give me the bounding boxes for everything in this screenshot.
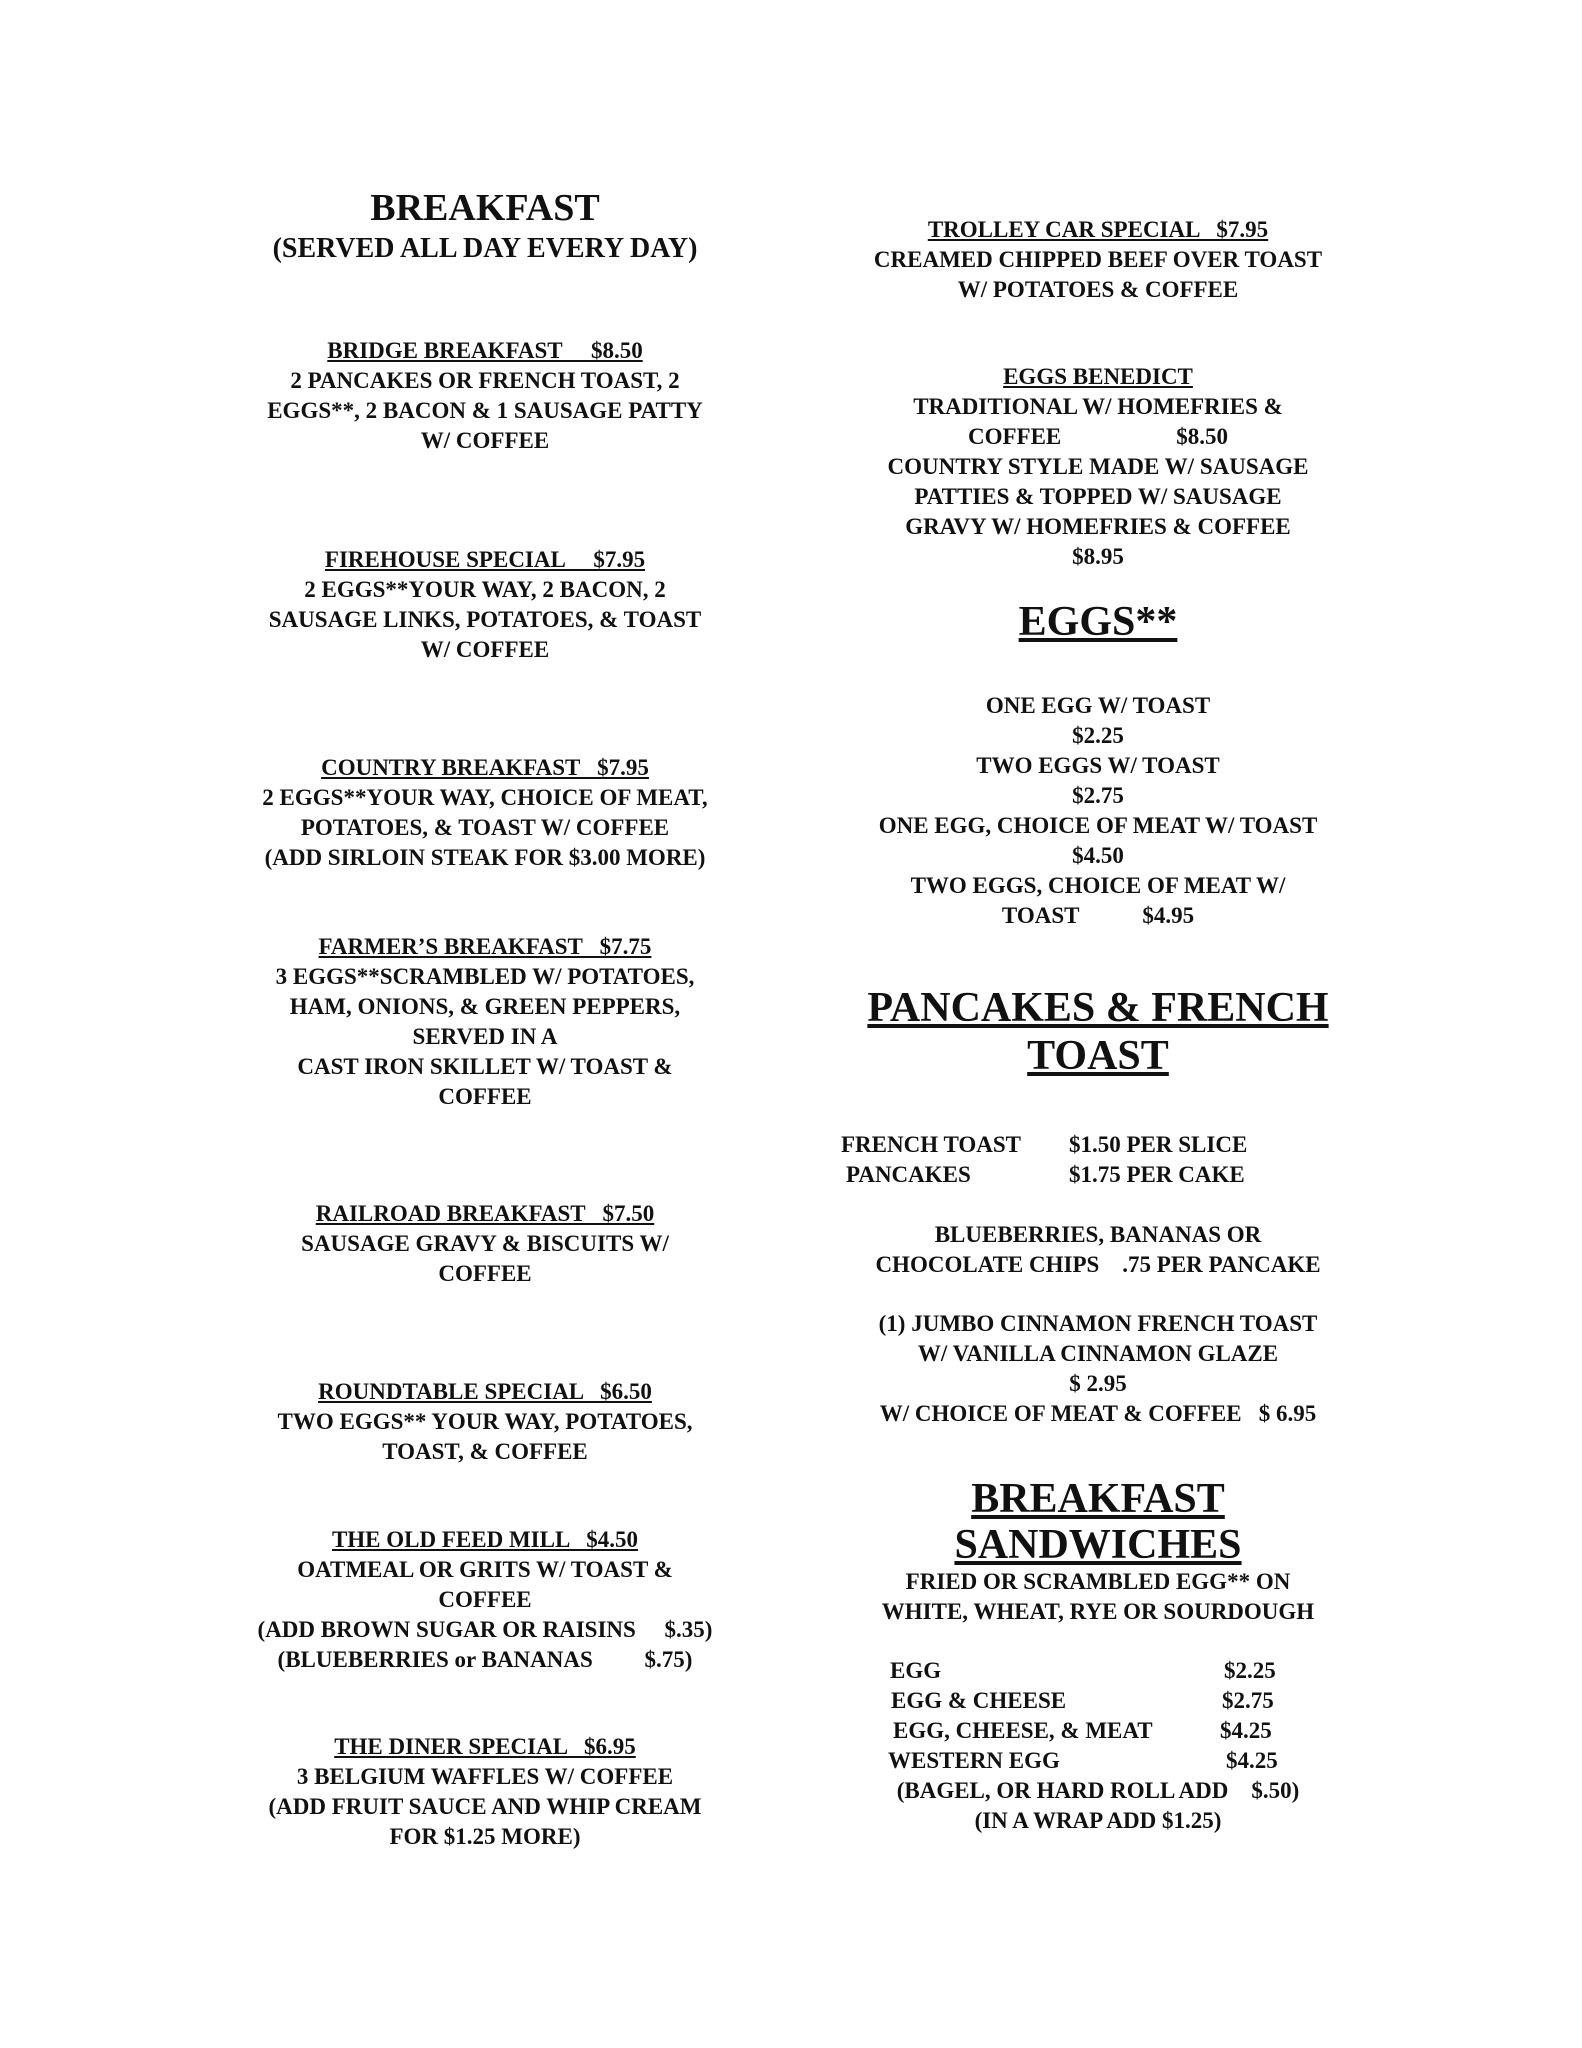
item-heading: EGGS BENEDICT bbox=[1003, 364, 1193, 389]
item-line: $ 2.95 bbox=[1069, 1371, 1127, 1396]
item-line: (ADD BROWN SUGAR OR RAISINS $.35) bbox=[257, 1617, 713, 1642]
price-item: WESTERN EGG bbox=[888, 1748, 1060, 1773]
item-line: 3 EGGS**SCRAMBLED W/ POTATOES, bbox=[275, 964, 695, 989]
price-row bbox=[818, 1130, 1378, 1160]
price-value: $2.25 bbox=[1224, 1658, 1276, 1683]
item-line: WHITE, WHEAT, RYE OR SOURDOUGH bbox=[881, 1599, 1315, 1624]
item-line: 2 EGGS**YOUR WAY, CHOICE OF MEAT, bbox=[262, 785, 708, 810]
item-line: ONE EGG W/ TOAST bbox=[985, 693, 1211, 718]
item-heading: ROUNDTABLE SPECIAL $6.50 bbox=[318, 1379, 652, 1404]
breakfast-header bbox=[205, 185, 765, 267]
item-line: COFFEE $8.50 bbox=[967, 424, 1229, 449]
pancakes-addons bbox=[818, 1220, 1378, 1280]
pancakes-title-line2: TOAST bbox=[1027, 1033, 1169, 1079]
item-line: POTATOES, & TOAST W/ COFFEE bbox=[300, 815, 670, 840]
item-line: EGGS**, 2 BACON & 1 SAUSAGE PATTY bbox=[267, 398, 703, 423]
item-line: OATMEAL OR GRITS W/ TOAST & bbox=[297, 1557, 673, 1582]
item-line: COUNTRY STYLE MADE W/ SAUSAGE bbox=[887, 454, 1309, 479]
price-item: FRENCH TOAST bbox=[841, 1132, 1022, 1157]
item-heading: COUNTRY BREAKFAST $7.95 bbox=[321, 755, 649, 780]
item-line: FRIED OR SCRAMBLED EGG** ON bbox=[905, 1569, 1291, 1594]
item-line: 3 BELGIUM WAFFLES W/ COFFEE bbox=[296, 1764, 674, 1789]
item-line: 2 PANCAKES OR FRENCH TOAST, 2 bbox=[290, 368, 680, 393]
item-heading: BRIDGE BREAKFAST $8.50 bbox=[327, 338, 643, 363]
price-item: EGG & CHEESE bbox=[891, 1688, 1067, 1713]
item-line: W/ CHOICE OF MEAT & COFFEE $ 6.95 bbox=[879, 1401, 1317, 1426]
item-line: $2.75 bbox=[1072, 783, 1124, 808]
item-line: SAUSAGE GRAVY & BISCUITS W/ bbox=[301, 1231, 669, 1256]
price-row bbox=[818, 1716, 1378, 1746]
item-line: (BAGEL, OR HARD ROLL ADD $.50) bbox=[896, 1778, 1300, 1803]
item-line: CHOCOLATE CHIPS .75 PER PANCAKE bbox=[875, 1252, 1321, 1277]
item-heading: THE OLD FEED MILL $4.50 bbox=[331, 1527, 639, 1552]
item-line: (BLUEBERRIES or BANANAS $.75) bbox=[277, 1647, 693, 1672]
price-item: EGG bbox=[890, 1658, 942, 1683]
item-line: COFFEE bbox=[438, 1587, 532, 1612]
item-line: (ADD FRUIT SAUCE AND WHIP CREAM bbox=[268, 1794, 702, 1819]
item-line: CAST IRON SKILLET W/ TOAST & bbox=[297, 1054, 673, 1079]
price-row bbox=[818, 1160, 1378, 1190]
item-line: TOAST, & COFFEE bbox=[382, 1439, 588, 1464]
item-line: (1) JUMBO CINNAMON FRENCH TOAST bbox=[878, 1311, 1318, 1336]
price-value: $4.25 bbox=[1226, 1748, 1278, 1773]
item-line: W/ VANILLA CINNAMON GLAZE bbox=[917, 1341, 1279, 1366]
pancakes-price-list bbox=[818, 1130, 1378, 1190]
sandwiches-title-line1: BREAKFAST bbox=[971, 1476, 1225, 1522]
eggs-title: EGGS** bbox=[1018, 599, 1178, 645]
item-line: $4.50 bbox=[1072, 843, 1124, 868]
eggs-section bbox=[818, 598, 1378, 646]
item-line: GRAVY W/ HOMEFRIES & COFFEE bbox=[905, 514, 1291, 539]
item-line: (ADD SIRLOIN STEAK FOR $3.00 MORE) bbox=[264, 845, 706, 870]
item-line: W/ COFFEE bbox=[420, 428, 550, 453]
item-line: SAUSAGE LINKS, POTATOES, & TOAST bbox=[268, 607, 702, 632]
sandwiches-section-title bbox=[818, 1476, 1378, 1568]
menu-item-diner-special bbox=[205, 1732, 765, 1852]
item-line: COFFEE bbox=[438, 1261, 532, 1286]
price-value: $2.75 bbox=[1222, 1688, 1274, 1713]
price-row bbox=[818, 1686, 1378, 1716]
price-item: PANCAKES bbox=[846, 1162, 971, 1187]
jumbo-french-toast bbox=[818, 1309, 1378, 1429]
menu-item-eggs-benedict bbox=[818, 362, 1378, 572]
sandwiches-title-line2: SANDWICHES bbox=[954, 1522, 1242, 1568]
price-row bbox=[818, 1746, 1378, 1776]
eggs-list bbox=[818, 691, 1378, 931]
item-line: ONE EGG, CHOICE OF MEAT W/ TOAST bbox=[878, 813, 1318, 838]
breakfast-title: BREAKFAST bbox=[370, 187, 600, 229]
item-line: (IN A WRAP ADD $1.25) bbox=[974, 1808, 1222, 1833]
item-line: TWO EGGS W/ TOAST bbox=[976, 753, 1220, 778]
menu-item-railroad-breakfast bbox=[205, 1199, 765, 1289]
pancakes-section-title bbox=[818, 984, 1378, 1080]
item-line: TWO EGGS, CHOICE OF MEAT W/ bbox=[910, 873, 1286, 898]
item-line: FOR $1.25 MORE) bbox=[389, 1824, 581, 1849]
menu-item-trolley-car-special bbox=[818, 215, 1378, 305]
menu-item-old-feed-mill bbox=[205, 1525, 765, 1675]
menu-item-bridge-breakfast bbox=[205, 336, 765, 456]
item-line: $2.25 bbox=[1072, 723, 1124, 748]
item-line: CREAMED CHIPPED BEEF OVER TOAST bbox=[873, 247, 1323, 272]
menu-item-roundtable-special bbox=[205, 1377, 765, 1467]
menu-item-country-breakfast bbox=[205, 753, 765, 873]
breakfast-subtitle: (SERVED ALL DAY EVERY DAY) bbox=[272, 233, 698, 264]
item-line: W/ COFFEE bbox=[420, 637, 550, 662]
item-line: W/ POTATOES & COFFEE bbox=[957, 277, 1239, 302]
item-line: HAM, ONIONS, & GREEN PEPPERS, bbox=[289, 994, 681, 1019]
price-row bbox=[818, 1656, 1378, 1686]
item-heading: FARMER’S BREAKFAST $7.75 bbox=[318, 934, 652, 959]
item-line: 2 EGGS**YOUR WAY, 2 BACON, 2 bbox=[304, 577, 666, 602]
sandwiches-description bbox=[818, 1567, 1378, 1627]
item-line: TRADITIONAL W/ HOMEFRIES & bbox=[913, 394, 1283, 419]
price-value: $1.50 PER SLICE bbox=[1069, 1132, 1248, 1157]
item-line: COFFEE bbox=[438, 1084, 532, 1109]
menu-item-firehouse-special bbox=[205, 545, 765, 665]
price-item: EGG, CHEESE, & MEAT bbox=[893, 1718, 1153, 1743]
item-line: PATTIES & TOPPED W/ SAUSAGE bbox=[914, 484, 1282, 509]
item-line: BLUEBERRIES, BANANAS OR bbox=[934, 1222, 1262, 1247]
item-line: TWO EGGS** YOUR WAY, POTATOES, bbox=[277, 1409, 693, 1434]
menu-item-farmers-breakfast bbox=[205, 932, 765, 1112]
sandwiches-price-list bbox=[818, 1656, 1378, 1776]
sandwiches-notes bbox=[818, 1776, 1378, 1836]
item-heading: FIREHOUSE SPECIAL $7.95 bbox=[324, 547, 646, 572]
pancakes-title-line1: PANCAKES & FRENCH bbox=[867, 985, 1329, 1031]
item-heading: THE DINER SPECIAL $6.95 bbox=[334, 1734, 636, 1759]
item-line: TOAST $4.95 bbox=[1001, 903, 1195, 928]
item-heading: TROLLEY CAR SPECIAL $7.95 bbox=[927, 217, 1269, 242]
price-value: $4.25 bbox=[1220, 1718, 1272, 1743]
item-heading: RAILROAD BREAKFAST $7.50 bbox=[315, 1201, 655, 1226]
item-line: $8.95 bbox=[1072, 544, 1124, 569]
price-value: $1.75 PER CAKE bbox=[1069, 1162, 1245, 1187]
item-line: SERVED IN A bbox=[412, 1024, 558, 1049]
